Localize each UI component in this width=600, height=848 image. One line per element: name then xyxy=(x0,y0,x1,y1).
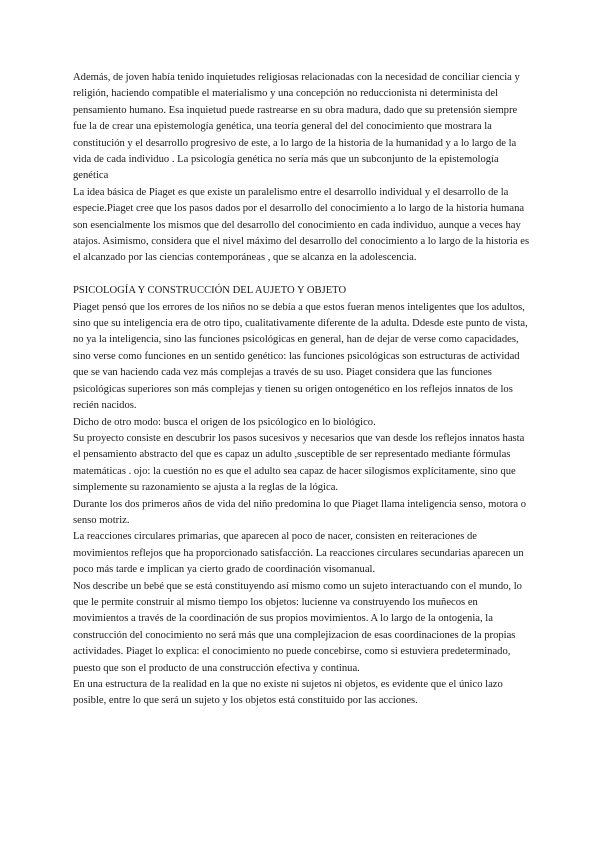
paragraph-circular-reactions: La reacciones circulares primarias, que aparecen al poco de nacer, consisten en reiteraciones de movimientos reflejos que ha proporcionado satisfacción. La reacciones circulares secundarias aparecen un poco más tarde e implican ya cierto grado de coordinación visomanual. xyxy=(73,531,524,576)
paragraph-baby: Nos describe un bebé que se está constituyendo así mismo como un sujeto interactuando con el mundo, lo que le permite construir al mismo tiempo los objetos: lucienne va construyendo los muñecos en movimientos a través de la coordinación de sus propios movimientos. A lo largo de la ontogenia, la construcción del conocimiento no será más que una complejizacion de esas coordinaciones de la propias actividades. Piaget lo explica: el conocimiento no puede concebirse, como si estuviera predeterminado, puesto que son el producto de una construcción efectiva y continua. xyxy=(73,580,522,674)
paragraph-basic-idea: La idea básica de Piaget es que existe un paralelismo entre el desarrollo individual y el desarrollo de la especie.Piaget cree que los pasos dados por el desarrollo del conocimiento a lo largo de la historia humana son esencialmente los mismos que del desarrollo del conocimiento en cada individuo, aunque a veces hay atajos. Asimismo, considera que el nivel máximo del desarrollo del conocimiento a lo largo de la historia es el alcanzado por las ciencias contemporáneas , que se alcanza en la adolescencia. xyxy=(73,186,530,264)
paragraph-project: Su proyecto consiste en descubrir los pasos sucesivos y necesarios que van desde los reflejos innatos hasta el pensamiento abstracto del que es capaz un adulto ,susceptible de ser representado mediante fórmulas matemáticas . ojo: la cuestión no es que el adulto sea capaz de hacer silogismos explícitamente, sino que simplemente su razonamiento se ajusta a la reglas de la lógica. xyxy=(73,432,525,494)
section-heading: PSICOLOGÍA Y CONSTRUCCIÓN DEL AUJETO Y OBJETO xyxy=(73,285,347,297)
paragraph-sensorimotor: Durante los dos primeros años de vida del niño predomina lo que Piaget llama inteligencia senso, motora o senso motriz. xyxy=(73,498,527,526)
paragraph-biological-origin: Dicho de otro modo: busca el origen de los psicólogico en lo biológico. xyxy=(73,416,376,428)
paragraph-intro: Además, de joven había tenido inquietudes religiosas relacionadas con la necesidad de conciliar ciencia y religión, haciendo compatible el materialismo y una concepción no reduccionista ni determinista del pensamiento humano. Esa inquietud puede rastrearse en su obra madura, dado que su pretensión siempre fue la de crear una epistemología genética, una teoría general del del conocimiento que mostrara la constitución y el desarrollo progresivo de este, a lo largo de la historia de la humanidad y a lo largo de la vida de cada individuo . La psicología genética no sería más que un subconjunto de la epistemología genética xyxy=(73,72,520,182)
paragraph-structure: En una estructura de la realidad en la que no existe ni sujetos ni objetos, es evidente que el único lazo posible, entre lo que será un sujeto y los objetos está constituido por las acciones. xyxy=(73,679,503,707)
paragraph-errors: Piaget pensó que los errores de los niños no se debía a que estos fueran menos inteligentes que los adultos, sino que su inteligencia era de otro tipo, cualitativamente diferente de la adulta. Ddesde este punto de vista, no ya la inteligencia, sino las funciones psicológicas en general, han de dejar de verse como capacidades, sino verse como funciones en un sentido genético: las funciones psicológicas son estructuras de actividad que se van haciendo cada vez más complejas a través de su uso. Piaget considera que las funciones psicológicas superiores son más complejas y tienen su origen ontogenético en los reflejos innatos de los recién nacidos. xyxy=(73,301,528,412)
document-body xyxy=(73,70,533,710)
